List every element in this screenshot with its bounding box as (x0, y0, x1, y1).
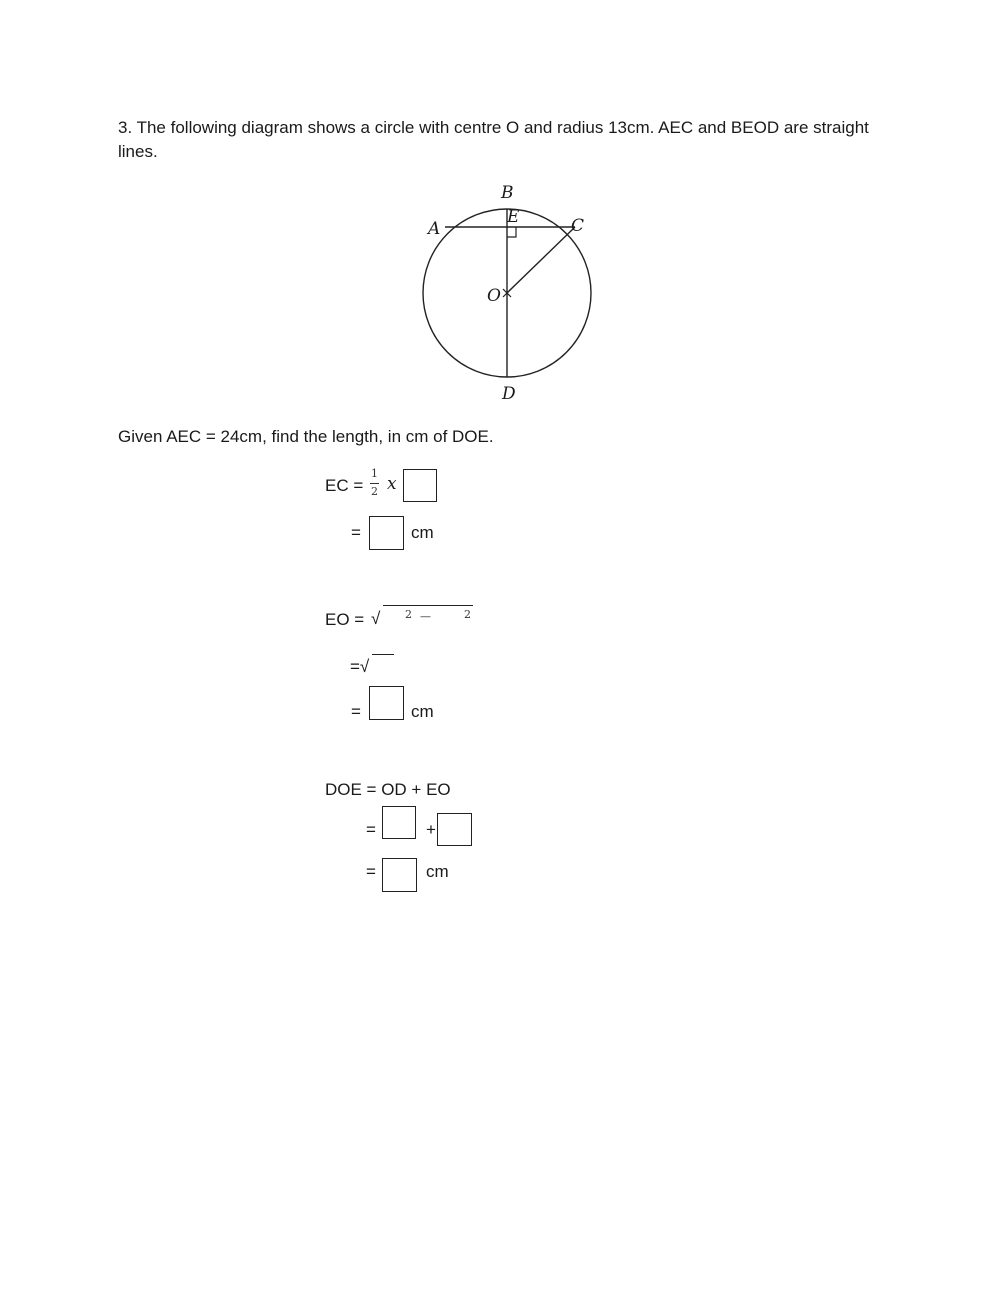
label-e: E (507, 207, 520, 227)
fraction-denominator: 2 (371, 485, 378, 498)
ec-multiplier-input[interactable] (403, 469, 437, 502)
circle-diagram-svg (395, 180, 615, 410)
label-b: B (501, 183, 514, 203)
question-text: 3. The following diagram shows a circle with centre O and radius 13cm. AEC and BEOD are straight lines. (118, 118, 869, 161)
doe-unit: cm (426, 862, 449, 881)
sqrt-bar-2 (372, 654, 394, 655)
fraction-bar (370, 483, 379, 484)
eo-label: EO = (325, 610, 365, 629)
ec-equals: = (351, 523, 361, 542)
ec-answer-input[interactable] (369, 516, 404, 550)
eo-value-input[interactable] (437, 813, 472, 846)
label-d: D (502, 384, 516, 404)
radius-oc (507, 227, 575, 293)
sqrt-symbol: √ (371, 609, 381, 628)
doe-answer-input[interactable] (382, 858, 417, 892)
doe-equals-1: = (366, 820, 376, 839)
minus-sign: — (420, 610, 431, 623)
label-o: O (487, 286, 501, 306)
ec-label: EC = (325, 476, 364, 495)
plus-sign: + (426, 820, 436, 839)
eo-equals: = (351, 702, 361, 721)
given-text: Given AEC = 24cm, find the length, in cm of DOE. (118, 427, 494, 446)
label-a: A (428, 219, 441, 239)
doe-label: DOE = OD + EO (325, 780, 451, 799)
label-c: C (571, 216, 585, 236)
right-angle-marker (507, 227, 516, 237)
eo-answer-input[interactable] (369, 686, 404, 720)
eo-equals-root: =√ (350, 657, 370, 676)
fraction-numerator: 1 (371, 467, 378, 480)
circle-diagram (395, 180, 615, 415)
eo-unit: cm (411, 702, 434, 721)
times-symbol: x (387, 474, 397, 494)
doe-equals-2: = (366, 862, 376, 881)
od-input[interactable] (382, 806, 416, 839)
square-exponent-2: 2 (464, 608, 471, 621)
ec-unit: cm (411, 523, 434, 542)
square-exponent-1: 2 (405, 608, 412, 621)
sqrt-bar (383, 605, 473, 606)
